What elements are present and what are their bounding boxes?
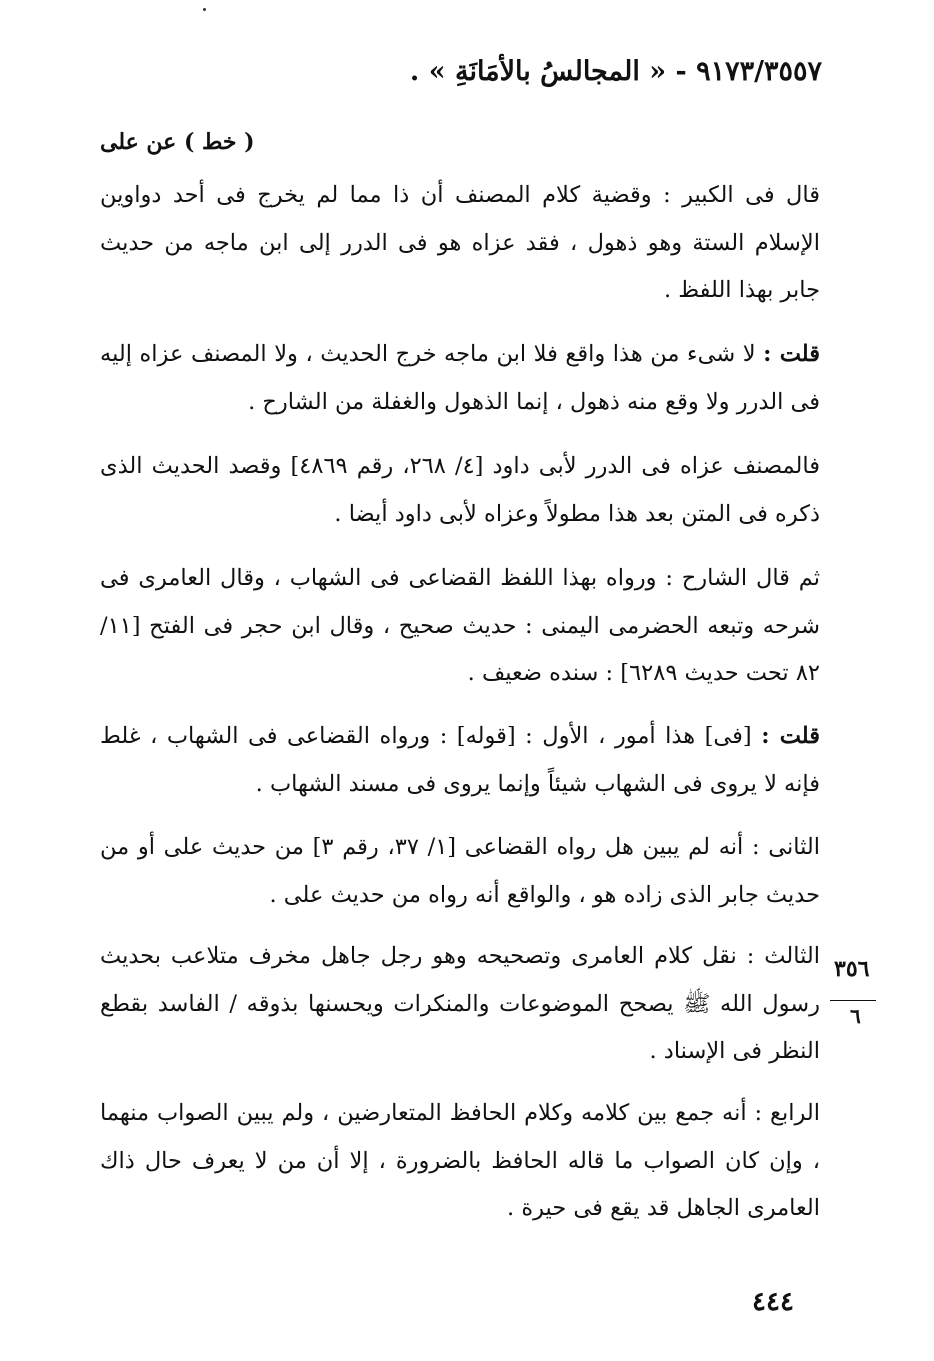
commentary-paragraph [100,1090,820,1233]
margin-reference-divider [830,1000,876,1001]
hadith-source: ( خط ) عن على [100,129,255,155]
commentary-paragraph [100,933,820,1076]
page-number: ٤٤٤ [752,1287,794,1317]
ink-speck [203,8,206,11]
commentary-paragraph [100,555,820,698]
commentary-paragraph [100,331,820,426]
paragraph-lead: قلت : [763,341,820,367]
paragraph-text: الثالث : نقل كلام العامرى وتصحيحه وهو رجل جاهل مخرف متلاعب بحديث رسول الله ﷺ يصحح الموضوعات والمنكرات ويحسنها بذوقه / الفاسد بقطع النظر فى الإسناد . [100,943,820,1064]
paragraph-text: [فى] هذا أمور ، الأول : [قوله] : ورواه القضاعى فى الشهاب ، غلط فإنه لا يروى فى الشهاب شيئاً وإنما يروى فى مسند الشهاب . [100,723,820,797]
margin-reference-page: ٣٥٦ [834,956,870,982]
paragraph-lead: قلت : [761,723,821,749]
commentary-paragraph [100,443,820,538]
paragraph-text: الثانى : أنه لم يبين هل رواه القضاعى [١/ ٣٧، رقم ٣] من حديث على أو من حديث جابر الذى زاده هو ، والواقع أنه رواه من حديث على . [100,834,820,908]
margin-reference-volume: ٦ [850,1004,861,1028]
paragraph-text: فالمصنف عزاه فى الدرر لأبى داود [٤/ ٢٦٨، رقم ٤٨٦٩] وقصد الحديث الذى ذكره فى المتن بعد هذا مطولاً وعزاه لأبى داود أيضا . [100,453,820,527]
margin-page-reference [830,955,890,1035]
hadith-heading: ٩١٧٣/٣٥٥٧ - « المجالسُ بالأمَانَةِ » . [409,56,822,87]
paragraph-text: الرابع : أنه جمع بين كلامه وكلام الحافظ المتعارضين ، ولم يبين الصواب منهما ، وإن كان الصواب ما قاله الحافظ بالضرورة ، إلا أن من لا يعرف حال ذاك العامرى الجاهل قد يقع فى حيرة . [100,1100,820,1221]
paragraph-text: قال فى الكبير : وقضية كلام المصنف أن ذا مما لم يخرج فى أحد دواوين الإسلام الستة وهو ذهول ، فقد عزاه هو فى الدرر إلى ابن ماجه من حديث جابر بهذا اللفظ . [100,182,820,303]
commentary-paragraph [100,172,820,315]
commentary-paragraph [100,824,820,919]
paragraph-text: ثم قال الشارح : ورواه بهذا اللفظ القضاعى فى الشهاب ، وقال العامرى فى شرحه وتبعه الحضرمى اليمنى : حديث صحيح ، وقال ابن حجر فى الفتح [١١/ ٨٢ تحت حديث ٦٢٨٩] : سنده ضعيف . [100,565,820,686]
commentary-paragraph [100,713,820,808]
paragraph-text: لا شىء من هذا واقع فلا ابن ماجه خرج الحديث ، ولا المصنف عزاه إليه فى الدرر ولا وقع منه ذهول ، إنما الذهول والغفلة من الشارح . [100,341,820,415]
